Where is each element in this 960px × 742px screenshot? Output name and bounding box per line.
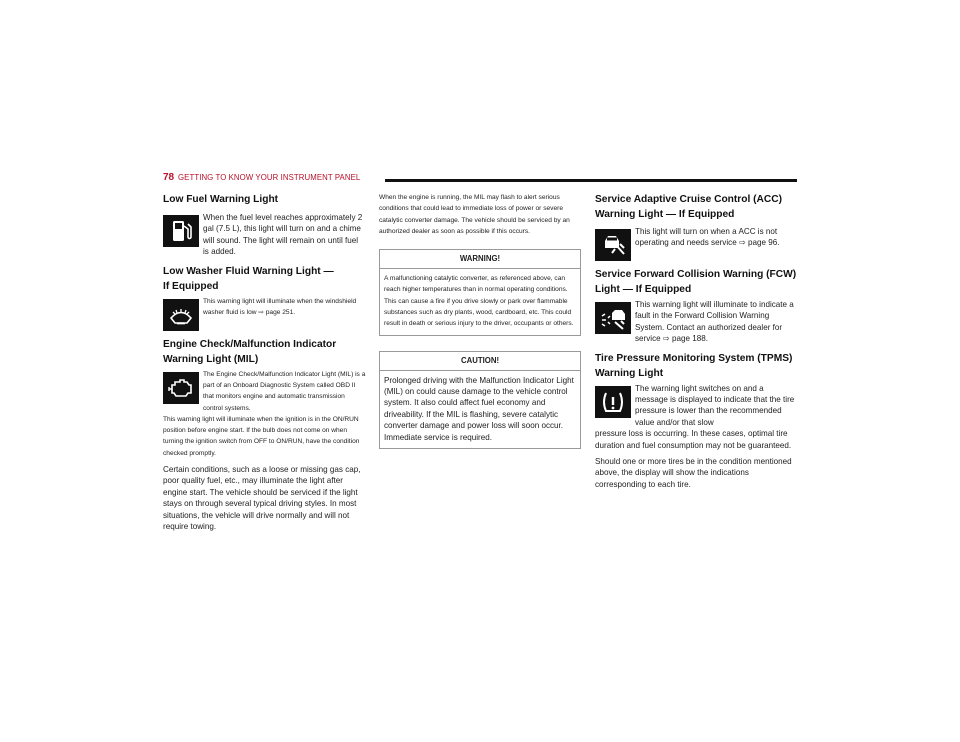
engine-check-icon (163, 372, 199, 404)
acc-text: This light will turn on when a ACC is not operating and needs service ⇨ page 96. (635, 227, 780, 248)
low-fuel-text: When the fuel level reaches approximately 2 gal (7.5 L), this light will turn on and a chime will sound. The light will remain on until fuel is added. (203, 213, 363, 257)
washer-fluid-icon (163, 299, 199, 331)
warning-heading: WARNING! (380, 250, 580, 269)
mil-heading: Engine Check/Malfunction Indicator Warning Light (MIL) (163, 338, 337, 365)
washer-text: This warning light will illuminate when the windshield washer fluid is low ⇨ page 251. (203, 297, 357, 316)
tpms-heading: Tire Pressure Monitoring System (TPMS) Warning Light (595, 352, 793, 379)
page-header (163, 172, 797, 186)
mil-text-continued: This warning light will illuminate when the ignition is in the ON/RUN position before engine start. If the bulb does not come on when turning the ignition switch from OFF to ON/RUN, have the condition checked promptly. (163, 415, 360, 457)
acc-heading: Service Adaptive Cruise Control (ACC) Warning Light — If Equipped (595, 194, 782, 220)
column-left (163, 192, 366, 532)
header-rule (385, 179, 797, 182)
caution-text: Prolonged driving with the Malfunction Indicator Light (MIL) on could cause damage to the vehicle control system. It also could affect fuel economy and driveability. If the MIL is flashing, severe catalytic converter damage and power loss will soon occur. Immediate service is required. (384, 375, 574, 442)
mil-paragraph-2: Certain conditions, such as a loose or missing gas cap, poor quality fuel, etc., may illuminate the light after engine start. The vehicle should be serviced if the light stays on through several typical driving styles. In most situations, the vehicle will drive normally and will not require towing. (163, 465, 361, 532)
low-fuel-heading: Low Fuel Warning Light (163, 194, 279, 205)
warning-text: A malfunctioning catalytic converter, as referenced above, can reach higher temperatures than in normal operating conditions. This can cause a fire if you drive slowly or park over flammable substances such as dry plants, wood, cardboard, etc. This could result in death or serious injury to the driver, occupants or others. (384, 275, 574, 328)
mil-text: The Engine Check/Malfunction Indicator Light (MIL) is a part of an Onboard Diagnostic System called OBD II that monitors engine and automatic transmission control systems. (203, 370, 366, 412)
washer-heading: Low Washer Fluid Warning Light — If Equipped (163, 265, 334, 292)
warning-box (379, 249, 581, 335)
tire-pressure-icon (595, 386, 631, 418)
mil-flash-text: When the engine is running, the MIL may flash to alert serious conditions that could lead to immediate loss of power or severe catalytic converter damage. The vehicle should be serviced by an authorized dealer as soon as possible if this occurs. (379, 194, 570, 235)
section-title: GETTING TO KNOW YOUR INSTRUMENT PANEL (178, 173, 361, 182)
column-middle (379, 192, 581, 449)
tpms-text-continued: pressure loss is occurring. In these cases, optimal tire duration and fuel consumption may not be guaranteed. (595, 429, 792, 450)
page-number: 78 (163, 172, 175, 183)
column-right (595, 192, 798, 490)
tpms-text: The warning light switches on and a message is displayed to indicate that the tire pressure is lower than the recommended value and/or that slow (635, 383, 795, 427)
tpms-paragraph-2: Should one or more tires be in the condition mentioned above, the display will show the indications corresponding to each tire. (595, 457, 792, 489)
acc-service-icon (595, 229, 631, 261)
fcw-heading: Service Forward Collision Warning (FCW) Light — If Equipped (595, 269, 797, 295)
fuel-pump-icon (163, 215, 199, 247)
caution-box (379, 351, 581, 449)
fcw-service-icon (595, 302, 631, 334)
fcw-text: This warning light will illuminate to indicate a fault in the Forward Collision Warning System. Contact an authorized dealer for service ⇨ page 188. (635, 300, 794, 344)
caution-heading: CAUTION! (380, 352, 580, 371)
